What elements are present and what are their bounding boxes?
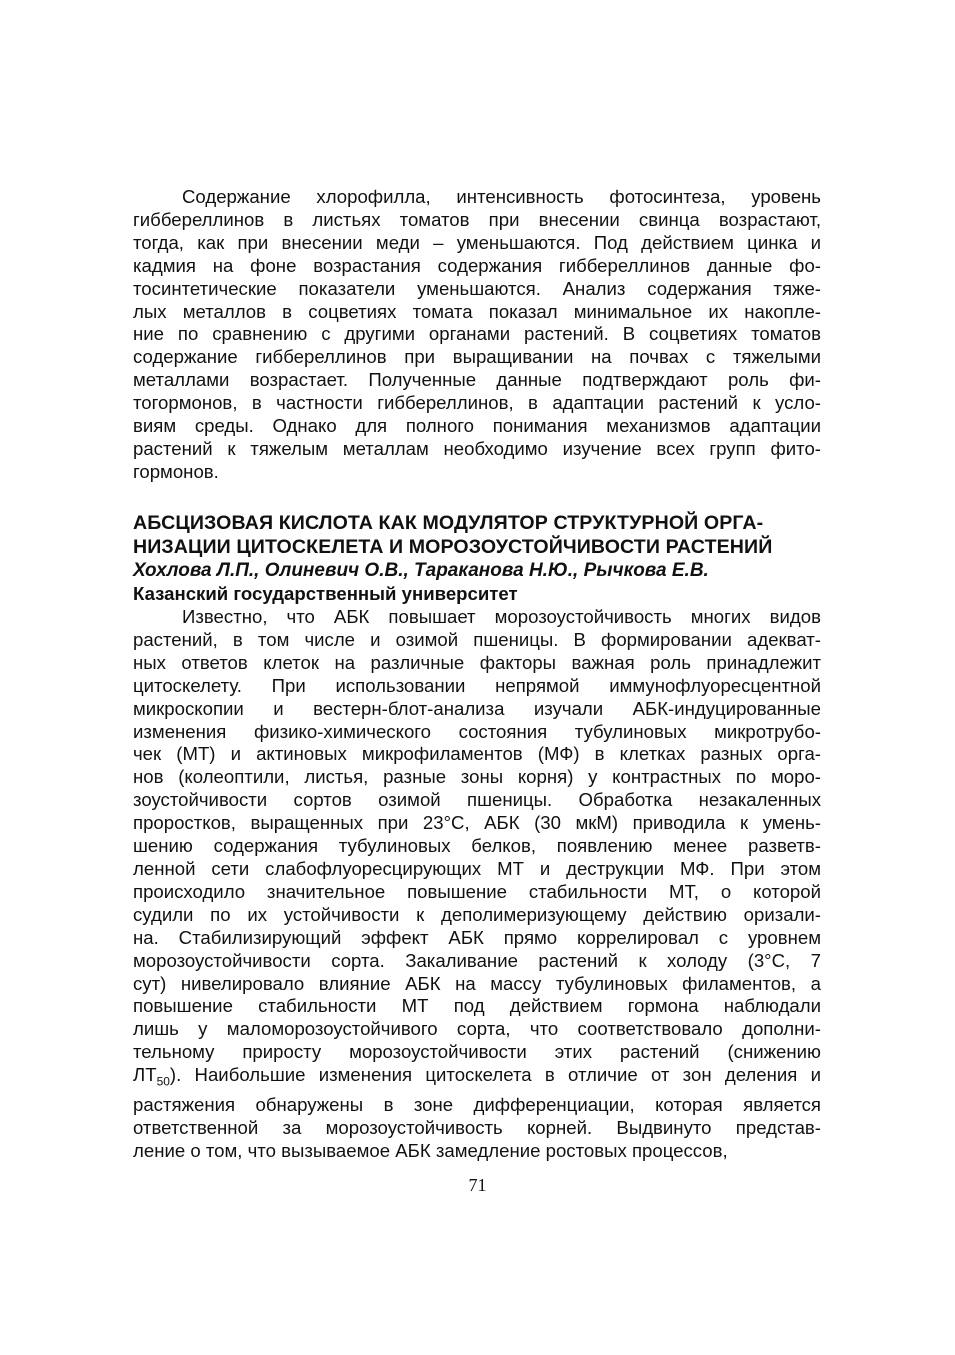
- text-line: лых металлов в соцветиях томата показал минимальное их накопле-: [133, 300, 821, 322]
- text-line: повышение стабильности МТ под действием гормона наблюдали: [133, 995, 821, 1017]
- text-line: тосинтетические показатели уменьшаются. Анализ содержания тяже-: [133, 277, 821, 299]
- text-line: Содержание хлорофилла, интенсивность фотосинтеза, уровень: [182, 186, 821, 207]
- text-line: морозоустойчивости сорта. Закаливание растений к холоду (3°С, 7: [133, 949, 821, 971]
- text-line: лишь у маломорозоустойчивого сорта, что соответствовало дополни-: [133, 1018, 821, 1040]
- text-line: сут) нивелировало влияние АБК на массу тубулиновых филаментов, а: [133, 972, 821, 994]
- text-line: нов (колеоптили, листья, разные зоны корня) у контрастных по моро-: [133, 766, 821, 788]
- text-line: шению содержания тубулиновых белков, появлению менее разветв-: [133, 835, 821, 857]
- text-line: растений, в том числе и озимой пшеницы. В формировании адекват-: [133, 628, 821, 650]
- text-line: содержание гиббереллинов при выращивании на почвах с тяжелыми: [133, 346, 821, 368]
- article-title: [133, 511, 821, 559]
- text-line: тогда, как при внесении меди – уменьшаются. Под действием цинка и: [133, 231, 821, 253]
- text-line: металлами возрастает. Полученные данные подтверждают роль фи-: [133, 369, 821, 391]
- text-line: цитоскелету. При использовании непрямой иммунофлуоресцентной: [133, 674, 821, 696]
- text-line: ных ответов клеток на различные факторы важная роль принадлежит: [133, 651, 821, 673]
- intro-section: [133, 186, 821, 484]
- text-line: чек (МТ) и актиновых микрофиламентов (МФ) в клетках разных орга-: [133, 743, 821, 765]
- text-line: гиббереллинов в листьях томатов при внесении свинца возрастают,: [133, 208, 821, 230]
- text-line: зоустойчивости сортов озимой пшеницы. Обработка незакаленных: [133, 789, 821, 811]
- text-line: судили по их устойчивости к деполимеризующему действию оризали-: [133, 903, 821, 925]
- text-line: тогормонов, в частности гиббереллинов, в адаптации растений к усло-: [133, 392, 821, 414]
- text-line: ние по сравнению с другими органами растений. В соцветиях томатов: [133, 323, 821, 345]
- text-line: растяжения обнаружены в зоне дифференциации, которая является: [133, 1093, 821, 1115]
- text-line: ление о том, что вызываемое АБК замедление ростовых процессов,: [133, 1139, 728, 1161]
- text-line: гормонов.: [133, 460, 219, 482]
- text-line: происходило значительное повышение стабильности МТ, о которой: [133, 880, 821, 902]
- title-line: НИЗАЦИИ ЦИТОСКЕЛЕТА И МОРОЗОУСТОЙЧИВОСТИ РАСТЕНИЙ: [133, 536, 773, 558]
- text-line: Известно, что АБК повышает морозоустойчивость многих видов: [182, 606, 821, 627]
- text-line: проростков, выращенных при 23°С, АБК (30 мкМ) приводила к умень-: [133, 812, 821, 834]
- article-section: [133, 511, 821, 1162]
- text-line: на. Стабилизирующий эффект АБК прямо коррелировал с уровнем: [133, 926, 821, 948]
- text-line: ответственной за морозоустойчивость корней. Выдвинуто представ-: [133, 1116, 821, 1138]
- text-line: виям среды. Однако для полного понимания механизмов адаптации: [133, 415, 821, 437]
- article-authors: Хохлова Л.П., Олиневич О.В., Тараканова Н.Ю., Рычкова Е.В.: [133, 560, 709, 581]
- text-line: изменения физико-химического состояния тубулиновых микротрубо-: [133, 720, 821, 742]
- article-affiliation: Казанский государственный университет: [133, 583, 518, 604]
- text-line: кадмия на фоне возрастания содержания гиббереллинов данные фо-: [133, 254, 821, 276]
- text-line: тельному приросту морозоустойчивости этих растений (снижению: [133, 1041, 821, 1063]
- text-line: растений к тяжелым металлам необходимо изучение всех групп фито-: [133, 437, 821, 459]
- text-line: $ЛТ_{50}$). Наибольшие изменения цитоскелета в отличие от зон деления и: [133, 1064, 821, 1089]
- intro-paragraph: [133, 186, 821, 484]
- title-line: АБСЦИЗОВАЯ КИСЛОТА КАК МОДУЛЯТОР СТРУКТУРНОЙ ОРГА-: [133, 512, 764, 534]
- text-line: ленной сети слабофлуоресцирующих МТ и деструкции МФ. При этом: [133, 857, 821, 879]
- text-line: микроскопии и вестерн-блот-анализа изучали АБК-индуцированные: [133, 697, 821, 719]
- article-body-paragraph: [133, 606, 821, 1162]
- page-number: 71: [468, 1175, 487, 1195]
